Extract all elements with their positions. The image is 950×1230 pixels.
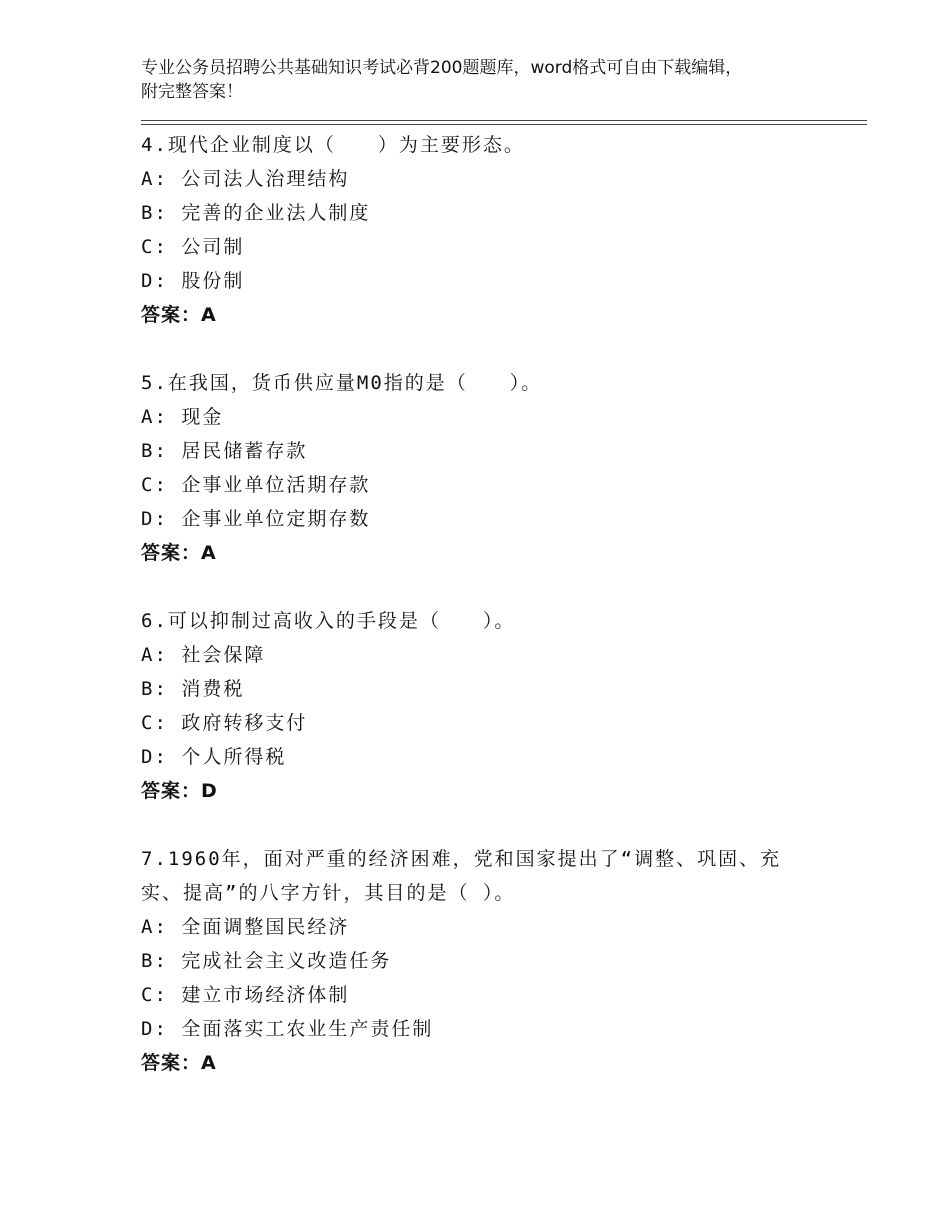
header-divider bbox=[141, 120, 867, 125]
option-c: C: 建立市场经济体制 bbox=[141, 984, 350, 1006]
option-d: D: 企事业单位定期存数 bbox=[141, 508, 371, 530]
answer-label: 答案：A bbox=[141, 1052, 217, 1074]
option-a: A: 社会保障 bbox=[141, 644, 266, 666]
option-a: A: 全面调整国民经济 bbox=[141, 916, 350, 938]
option-d: D: 股份制 bbox=[141, 270, 245, 292]
option-b: B: 居民储蓄存款 bbox=[141, 440, 308, 462]
option-a: A: 公司法人治理结构 bbox=[141, 168, 350, 190]
question-4 bbox=[141, 128, 841, 332]
option-d: D: 个人所得税 bbox=[141, 746, 287, 768]
document-header bbox=[141, 56, 841, 104]
question-stem: 4.现代企业制度以（ ）为主要形态。 bbox=[141, 134, 525, 156]
option-c: C: 企事业单位活期存款 bbox=[141, 474, 371, 496]
option-d: D: 全面落实工农业生产责任制 bbox=[141, 1018, 434, 1040]
answer-label: 答案：A bbox=[141, 542, 217, 564]
question-7 bbox=[141, 842, 841, 1080]
option-b: B: 消费税 bbox=[141, 678, 245, 700]
question-stem-line-1: 7.1960年，面对严重的经济困难，党和国家提出了“调整、巩固、充 bbox=[141, 848, 782, 870]
question-5 bbox=[141, 366, 841, 570]
option-c: C: 政府转移支付 bbox=[141, 712, 308, 734]
option-b: B: 完善的企业法人制度 bbox=[141, 202, 371, 224]
header-line-2: 附完整答案！ bbox=[141, 82, 243, 102]
header-line-1: 专业公务员招聘公共基础知识考试必背200题题库，word格式可自由下载编辑， bbox=[141, 58, 743, 78]
answer-label: 答案：D bbox=[141, 780, 218, 802]
question-stem-line-2: 实、提高”的八字方针，其目的是（ ）。 bbox=[141, 882, 516, 904]
question-stem: 6.可以抑制过高收入的手段是（ ）。 bbox=[141, 610, 516, 632]
question-stem: 5.在我国，货币供应量M0指的是（ ）。 bbox=[141, 372, 543, 394]
option-a: A: 现金 bbox=[141, 406, 224, 428]
option-b: B: 完成社会主义改造任务 bbox=[141, 950, 392, 972]
question-6 bbox=[141, 604, 841, 808]
option-c: C: 公司制 bbox=[141, 236, 245, 258]
answer-label: 答案：A bbox=[141, 304, 217, 326]
question-list bbox=[141, 128, 841, 1114]
